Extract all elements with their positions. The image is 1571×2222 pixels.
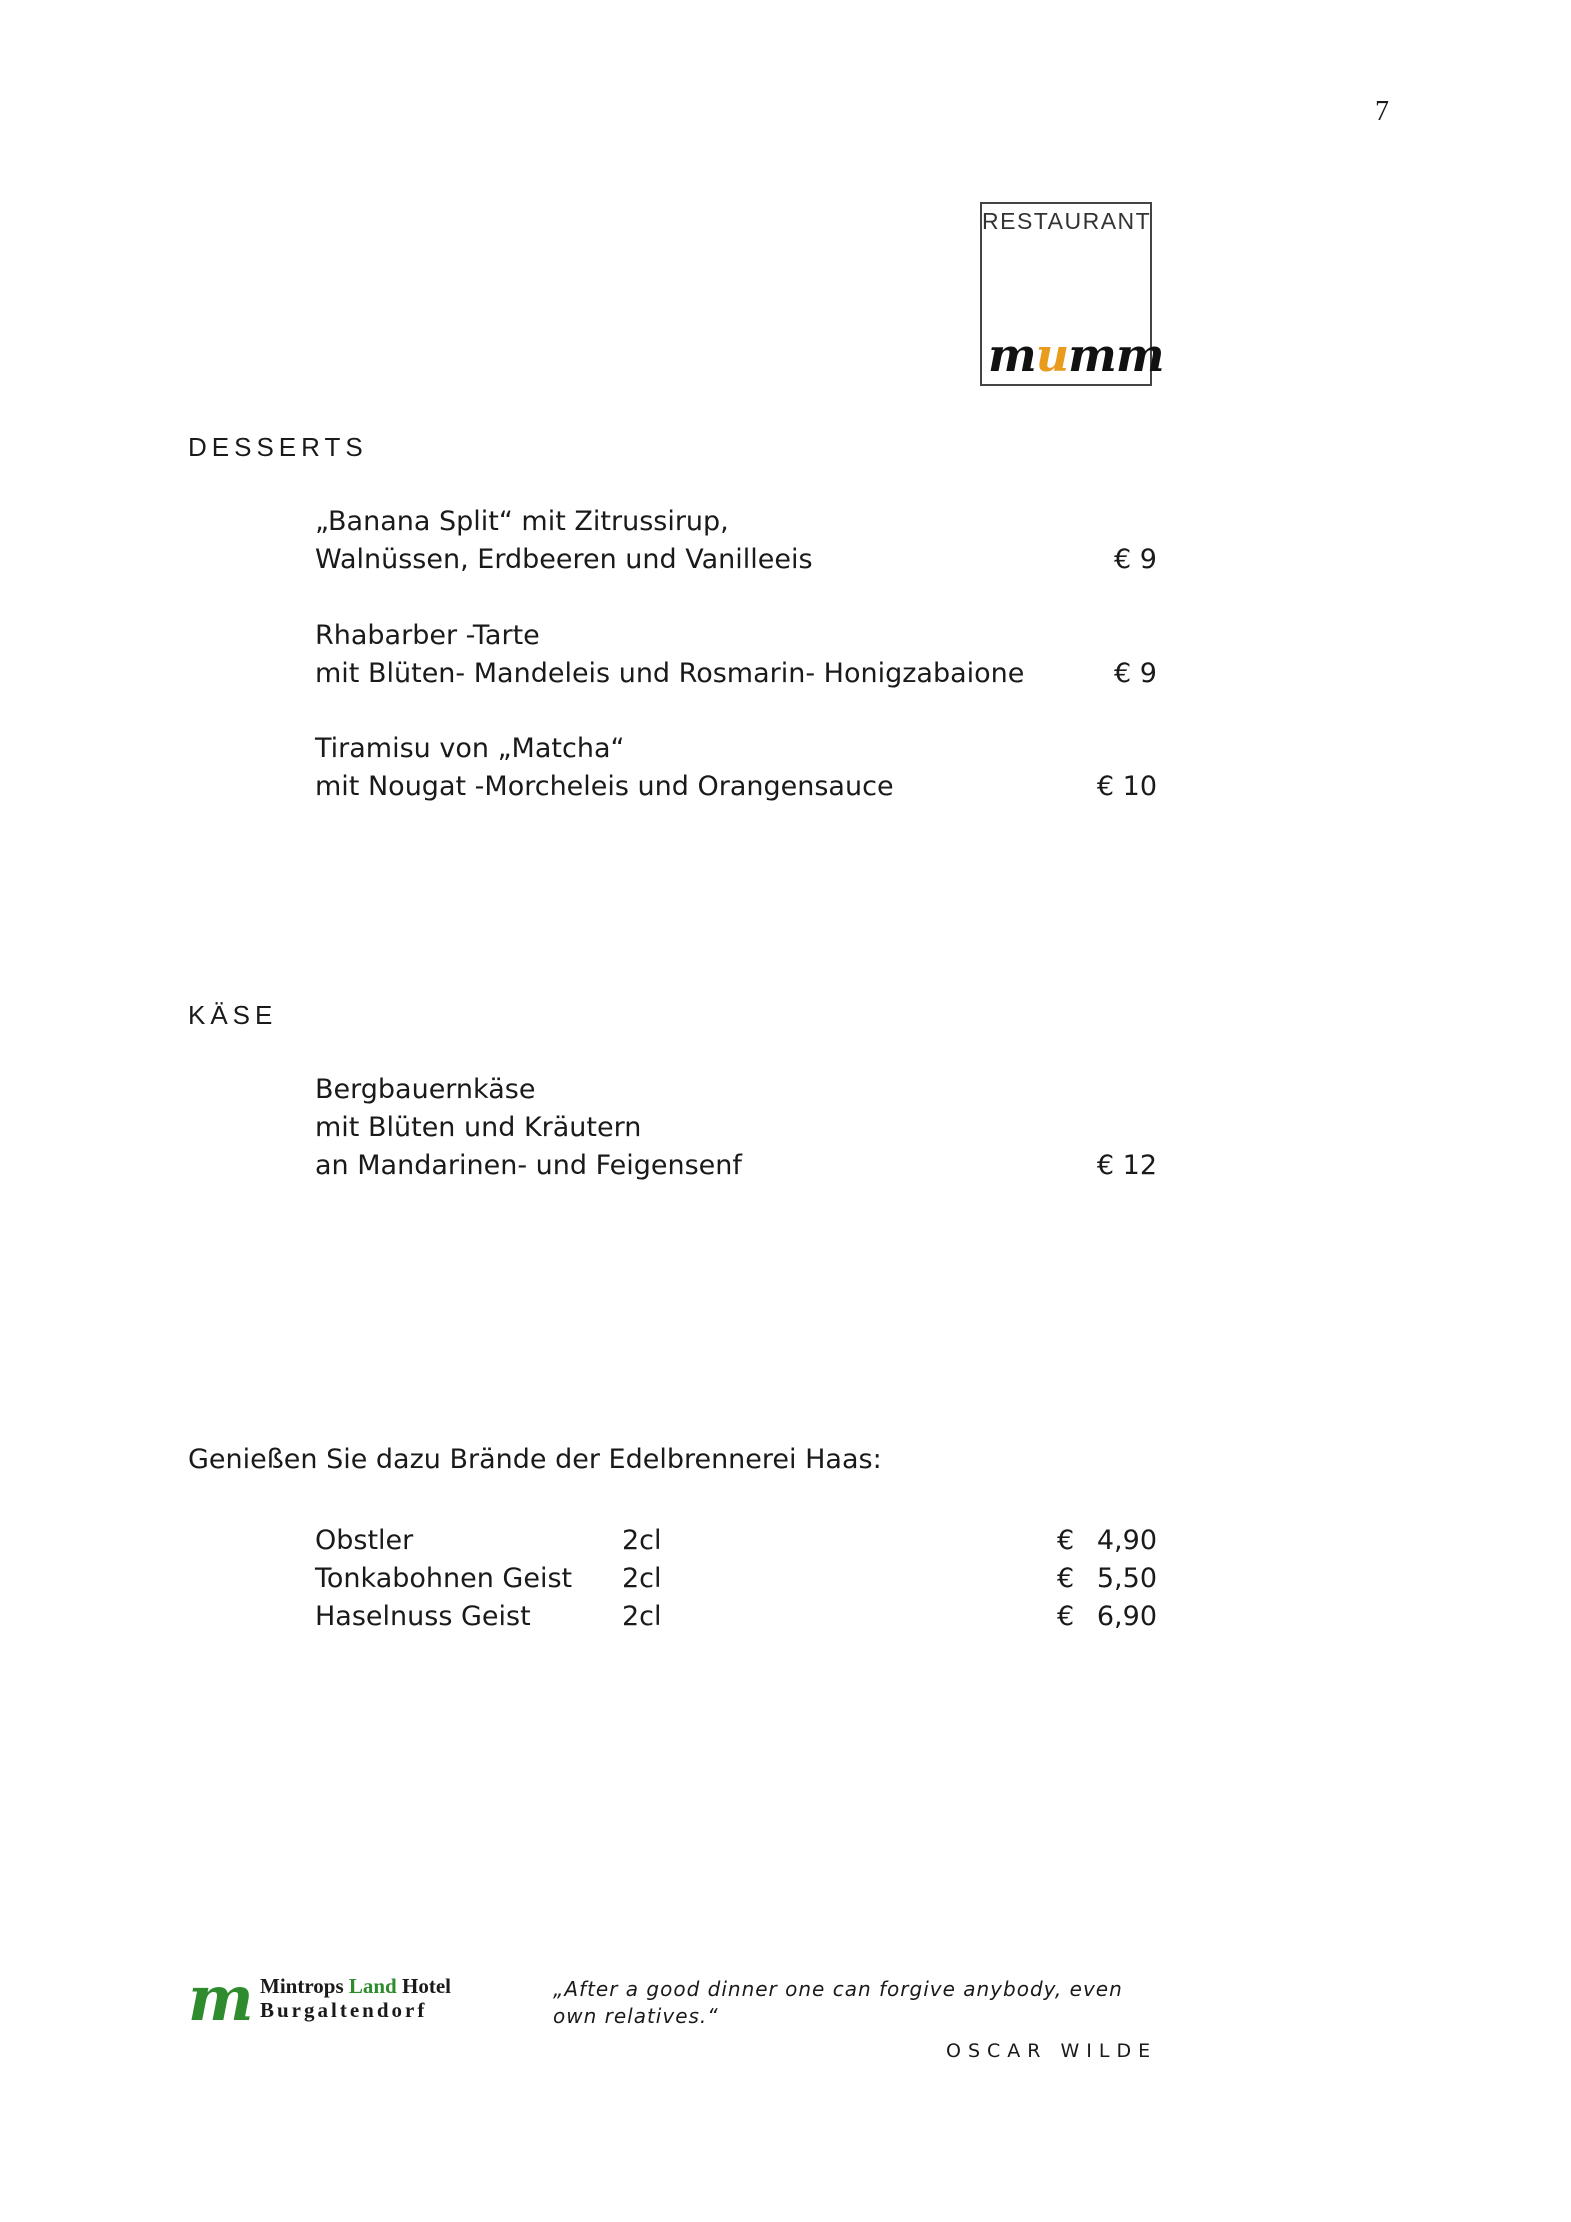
menu-item-description: mit Nougat -Morcheleis und Orangensauce [315,771,894,802]
menu-item [315,617,1157,693]
section-title-kaese: KÄSE [188,1000,278,1030]
hotel-logo-mark: m [188,1962,254,2035]
menu-item-description: „Banana Split“ mit Zitrussirup, [315,506,729,537]
menu-item-description: Walnüssen, Erdbeeren und Vanilleeis [315,544,813,575]
restaurant-logo [980,202,1164,386]
menu-item-description: an Mandarinen- und Feigensenf [315,1150,742,1181]
spirit-price: 4,90 [1096,1525,1157,1556]
hotel-location: Burgaltendorf [260,1998,428,2022]
spirit-name: Obstler [315,1525,414,1556]
spirit-name: Tonkabohnen Geist [315,1563,573,1594]
spirit-volume: 2cl [622,1601,662,1632]
hotel-name: Mintrops Land Hotel [260,1974,451,1998]
spirit-row [315,1560,1157,1598]
restaurant-logo-wordmark: mumm [988,328,1164,382]
menu-item-description: Bergbauernkäse [315,1074,536,1105]
spirit-row [315,1522,1157,1560]
menu-item-description: mit Blüten und Kräutern [315,1112,642,1143]
footer-quote-author: OSCAR WILDE [946,2040,1158,2062]
spirit-currency: € [1057,1525,1075,1556]
menu-item [315,1071,1157,1185]
menu-item [315,730,1157,806]
hotel-logo-text [260,1974,451,2022]
menu-item-description: mit Blüten- Mandeleis und Rosmarin- Honigzabaione [315,658,1025,689]
spirit-volume: 2cl [622,1563,662,1594]
menu-item-price: € 12 [1096,1150,1157,1181]
menu-item-price: € 9 [1114,544,1157,575]
menu-item-price: € 9 [1114,658,1157,689]
spirit-currency: € [1057,1601,1075,1632]
footer-quote: „After a good dinner one can forgive anybody, even own relatives.“ [553,1977,1123,2028]
spirit-name: Haselnuss Geist [315,1601,531,1632]
spirits-intro: Genießen Sie dazu Brände der Edelbrennerei Haas: [188,1444,882,1475]
menu-item-description: Rhabarber -Tarte [315,620,540,651]
menu-item-description: Tiramisu von „Matcha“ [315,733,625,764]
restaurant-logo-label: RESTAURANT [982,208,1152,234]
spirit-price: 5,50 [1096,1563,1157,1594]
section-title-desserts: DESSERTS [188,432,368,462]
page-number: 7 [1375,96,1389,127]
spirit-volume: 2cl [622,1525,662,1556]
spirit-row [315,1598,1157,1636]
menu-item-price: € 10 [1096,771,1157,802]
spirit-price: 6,90 [1096,1601,1157,1632]
spirit-currency: € [1057,1563,1075,1594]
spirits-list [315,1522,1157,1636]
menu-item [315,503,1157,579]
